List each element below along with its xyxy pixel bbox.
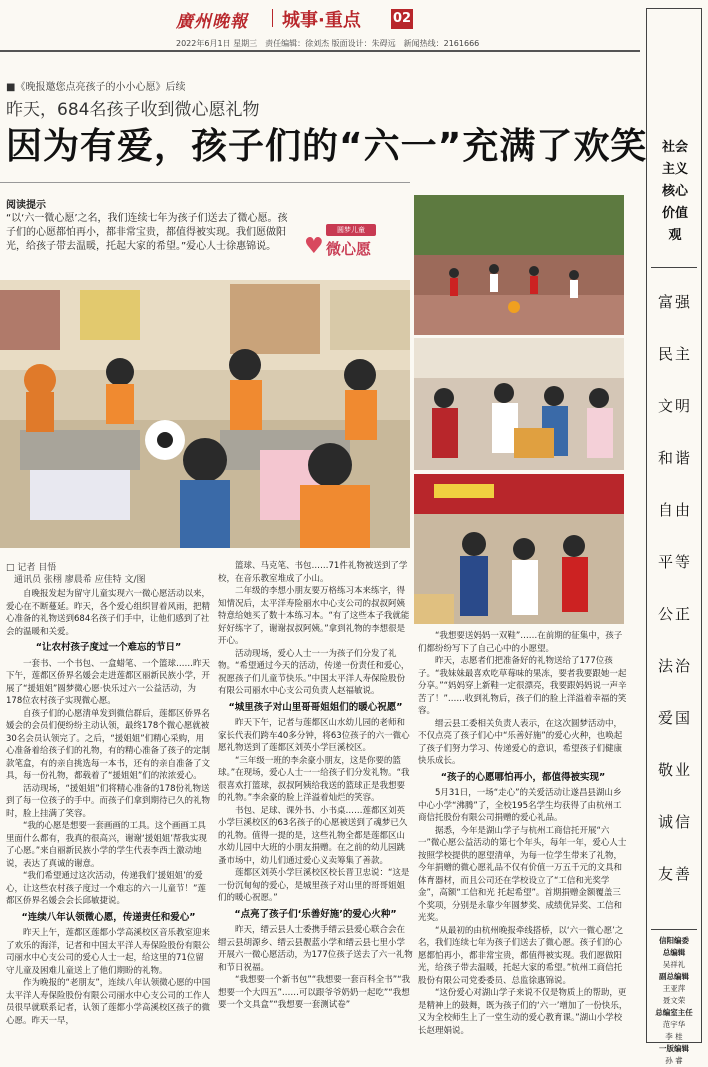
photo-playground (414, 195, 624, 335)
sidebar-title: 社会主义核心价值观 (661, 140, 688, 243)
core-value-item: 自由 (657, 501, 692, 519)
credit-role: 总编辑 (662, 948, 686, 957)
badge-main-label: 微心愿 (326, 240, 372, 258)
body-paragraph: 自晚报发起为留守儿童实现六一微心愿活动以来，爱心在不断蔓延。昨天，各个爱心组织冒着风雨，把精心准备的礼物送到684名孩子们手中，让他们感到了社会的温暖和关爱。 (6, 589, 211, 637)
body-paragraph: 书包、足球、课外书、小书桌……莲都区刘英小学巨溪校区的63名孩子的心愿被送到了魂梦已久的礼物。值得一提的是，这些礼物全都是莲都区山水幼儿园中大班的小朋友捐赠。在之前的幼儿园跳蚤市场中，幼儿们通过爱心义卖筹集了善款。 (218, 805, 408, 866)
credit-name: 范宇华 (662, 1020, 686, 1029)
page-number: 02 (391, 9, 413, 29)
body-paragraph: 5月31日，一场“走心”的关爱活动让遂昌县湖山乡中心小学“沸腾”了，全校195名学生均获得了由杭州工商信托股份有限公司捐赠的爱心礼品。 (418, 788, 622, 823)
credit-role: 总编室主任 (655, 1008, 693, 1017)
credit-role: 一版编辑 (659, 1044, 689, 1053)
body-paragraph: “我想要一个新书包”“我想要一套百科全书”“我想要一个大四五”……可以跟爷爷奶奶一起吃”“我想要一个文具盒”“我想要一套测试卷” (218, 975, 411, 1010)
main-photo-classroom (0, 280, 410, 548)
body-paragraph: 自孩子们的心愿清单发到微信群后，莲都区侨界名媛会的会员们便纷纷主动认领，最终178个微心愿就被30名会员认领完了。之后，“援姐姐”们精心采购，用心准备着给孩子们的礼物，有的精心准备了孩子的定制款笔盒，有的亲自挑选每一本书，还有的亲自准备了文具，每一份礼物，都载着了“援姐姐”们的浓浓爱心。 (6, 708, 211, 781)
credit-name: 聂文荣 (662, 996, 686, 1005)
sidebar-divider-bottom (651, 929, 697, 930)
heart-icon: ♥ (304, 234, 324, 259)
read-hint-title: 阅读提示 (6, 200, 46, 211)
body-paragraph: 篮球、马克笔、书包……71件礼物被送到了学校，在音乐教室堆成了小山。 (218, 561, 408, 584)
credit-name: 孙 睿 (665, 1056, 683, 1065)
core-value-item: 敬业 (657, 761, 692, 779)
section-subheading: “城里孩子对山里哥哥姐姐们的暖心祝愿” (228, 701, 403, 713)
sidebar-divider (651, 267, 697, 268)
body-paragraph: 昨天，志愿者们把准备好的礼物送给了177位孩子。“我妹妹最喜欢吃草莓味的果冻，要者我要跟她一起分享。”“妈妈穿上新鞋一定很漂亮，我要跟妈妈说一声辛苦了！”……收到礼物后，孩子们的脸上洋溢着幸福的笑容。 (418, 656, 627, 716)
body-paragraph: 二年级的李想小朋友要万格练习本来练字，得知情况后，太平洋寿险丽水中心支公司的叔叔阿姨特意给她买了数十本练习本。“有了这些本子我就能好好练字了，谢谢叔叔阿姨。”拿到礼物的李想很是开心。 (218, 586, 410, 646)
body-paragraph: 莲都区刘英小学巨溪校区校长晋卫忠说：“这是一份沉甸甸的爱心，是城里孩子对山里的哥哥姐姐们的暖心祝愿。” (218, 868, 410, 903)
section-title: 城事·重点 (282, 10, 361, 31)
core-value-item: 民主 (657, 345, 692, 363)
body-paragraph: “我们希望通过这次活动，传递我们‘援姐姐’的爱心，让这些农村孩子度过一个难忘的六一儿童节！”莲都区侨界名媛会会长邱敏捷说。 (6, 871, 206, 906)
body-paragraph: 活动现场，“援姐姐”们将精心准备的178份礼物送到了每一位孩子的手中。而孩子们拿到期待已久的礼物时，脸上挂满了笑容。 (6, 783, 211, 819)
masthead (0, 0, 640, 30)
credit-name: 吴祥礼 (662, 960, 686, 969)
headline-rule (0, 182, 410, 183)
core-value-item: 友善 (657, 865, 692, 883)
body-paragraph: 昨天下午，记者与莲都区山水幼儿园的老师和家长代表们跨车40多分钟，将63位孩子的六一微心愿礼物送到了莲都区刘英小学巨溪校区。 (218, 718, 410, 753)
values-sidebar (646, 8, 702, 1065)
core-value-item: 法治 (657, 657, 692, 675)
byline-reporter: □ 记者 目悟 (6, 563, 57, 573)
body-paragraph: 昨天，缙云县人士委携手缙云县爱心联合会在缙云县胡源乡、缙云县靓蓝小学和缙云县七里小学开展六一微心愿活动，为177位孩子送去了六一礼物和节日祝福。 (218, 925, 413, 973)
masthead-divider (272, 9, 273, 27)
photo-gift-giving (414, 338, 624, 470)
series-tag: ■《晚报邀您点亮孩子的小小心愿》后续 (6, 82, 186, 93)
article-subhead: 昨天，684名孩子收到微心愿礼物 (6, 100, 260, 120)
core-value-item: 富强 (657, 293, 692, 311)
body-paragraph: 作为晚报的“老朋友”，连续八年认领微心愿的中国太平洋人寿保险股份有限公司丽水中心支公司的工作人员很早就联系记者，认领了莲都小学高溪校区孩子的微心愿。昨天一早， (6, 978, 211, 1026)
body-paragraph: 昨天上午，莲都区莲都小学高溪校区音乐教室迎来了欢乐的海洋，记者和中国太平洋人寿保险股份有限公司丽水中心支公司的爱心人士一起，给这里的71位留守儿童及困难儿童送上了他们期盼的礼物。 (6, 928, 211, 976)
credit-name: 李 桂 (665, 1032, 683, 1041)
core-value-item: 诚信 (657, 813, 692, 831)
editorial-credits (649, 935, 699, 1067)
body-column-1 (6, 588, 211, 1043)
body-paragraph: 据悉，今年是湖山学子与杭州工商信托开展“六一”微心愿公益活动的第七个年头，每年一年，爱心人士按照学校提供的愿望清单，为每一位学生带来了礼物，今年捐赠的微心愿礼品不仅有价值一万五千元的文具和体育器材，而且公司还在学校设立了“工信和光奖学金”，高额“工信和光 托起希望”。首期捐赠金额覆盖三个奖项，分别是永靠少年圆梦奖、成绩优异奖、工信和光奖。 (418, 825, 627, 923)
credit-name: 王亚萍 (662, 984, 686, 993)
section-subheading: “孩子的心愿哪怕再小，都值得被实现” (440, 771, 606, 783)
section-subheading: “连续八年认领微心愿，传递责任和爱心” (21, 911, 196, 923)
body-column-2 (218, 560, 413, 1043)
body-paragraph: 缙云县工委相关负责人表示，在这次圆梦活动中，不仅点亮了孩子们心中“乐善好施”的爱心火种，也唤起了孩子们努力学习、传递爱心的意识，希望孩子们健康快乐成长。 (418, 718, 623, 766)
photo-banner-event (414, 474, 624, 624)
core-value-item: 爱国 (657, 709, 692, 727)
credit-role: 信阳编委 (659, 936, 689, 945)
section-subheading: “点亮了孩子们‘乐善好施’的爱心火种” (234, 908, 397, 920)
body-paragraph: “我的心愿是想要一套画画的工具。这个画画工具里面什么都有，我真的很高兴，谢谢‘援姐姐’帮我实现了心愿。”来自丽新民族小学的学生代表李西土激动地说，表达了真诚的谢意。 (6, 821, 207, 869)
core-value-item: 文明 (657, 397, 692, 415)
body-paragraph: “从最初的由杭州晚报牵线搭桥，以‘六一微心愿’之名，我们连续七年为孩子们送去了微心愿。孩子们的心愿都怕再小，都非常宝贵，都值得被实现。我们愿做阳光，给孩子带去温暖，托起大家的希望。”杭州工商信托股份有限公司党委委员、总监徐惠锦说。 (418, 925, 624, 986)
core-value-item: 公正 (657, 605, 692, 623)
body-paragraph: “这份爱心对湖山学子来说不仅是物质上的帮助，更是精神上的鼓舞，既为孩子们的‘六一’增加了一份快乐，又为全校师生上了一堂生动的爱心教育课。”湖山小学校长赵理娟说。 (418, 988, 628, 1036)
core-value-item: 和谐 (657, 449, 692, 467)
body-paragraph: 活动现场，爱心人士一一为孩子们分发了礼物。“希望通过今天的活动，传递一份责任和爱心，祝愿孩子们儿童节快乐。”中国太平洋人寿保险股份有限公司丽水中心支公司负责人赵福敏说。 (218, 648, 410, 696)
core-value-item: 平等 (657, 553, 692, 571)
wish-badge (300, 222, 396, 262)
body-paragraph: “我想要送妈妈一双鞋”……在前期的征集中，孩子们都纷纷写下了自己心中的小愿望。 (418, 631, 623, 654)
body-paragraph: “三年级一班的李余豪小朋友，这是你要的篮球。”在现场，爱心人士一一给孩子们分发礼物。“我很喜欢打篮球，叔叔阿姨给我送的篮球正是我想要的礼物。”李余豪的脸上洋溢着灿烂的笑容。 (218, 755, 410, 803)
masthead-rule (0, 50, 640, 52)
newspaper-logo: 廣州晚報 (176, 12, 248, 32)
body-column-3 (418, 630, 628, 1043)
article-headline: 因为有爱，孩子们的“六一”充满了欢笑 (6, 126, 648, 167)
lead-paragraph: “以‘六一微心愿’之名，我们连续七年为孩子们送去了微心愿。孩子们的心愿都怕再小，都非常宝贵，都值得被实现。我们愿做阳光，给孩子带去温暖，托起大家的希望。”爱心人士徐惠锦说。 (6, 213, 288, 252)
badge-top-label: 圆梦儿童 (326, 224, 376, 236)
section-subheading: “让农村孩子度过一个难忘的节日” (35, 642, 182, 653)
byline-correspondents: 通讯员 张栩 廖晨希 应佳特 文/图 (14, 575, 146, 585)
credit-role: 副总编辑 (659, 972, 689, 981)
body-paragraph: 一套书、一个书包、一盒蜡笔、一个篮球……昨天下午，莲都区侨界名媛会走进莲都区丽新民族小学，开展了“援姐姐”圆梦微心愿·快乐过六一公益活动，为178位农村孩子实现微心愿。 (6, 658, 211, 706)
dateline: 2022年6月1日 星期三 责任编辑：徐刘杰 版面设计：朱碍远 新闻热线：2161666 (176, 39, 480, 48)
